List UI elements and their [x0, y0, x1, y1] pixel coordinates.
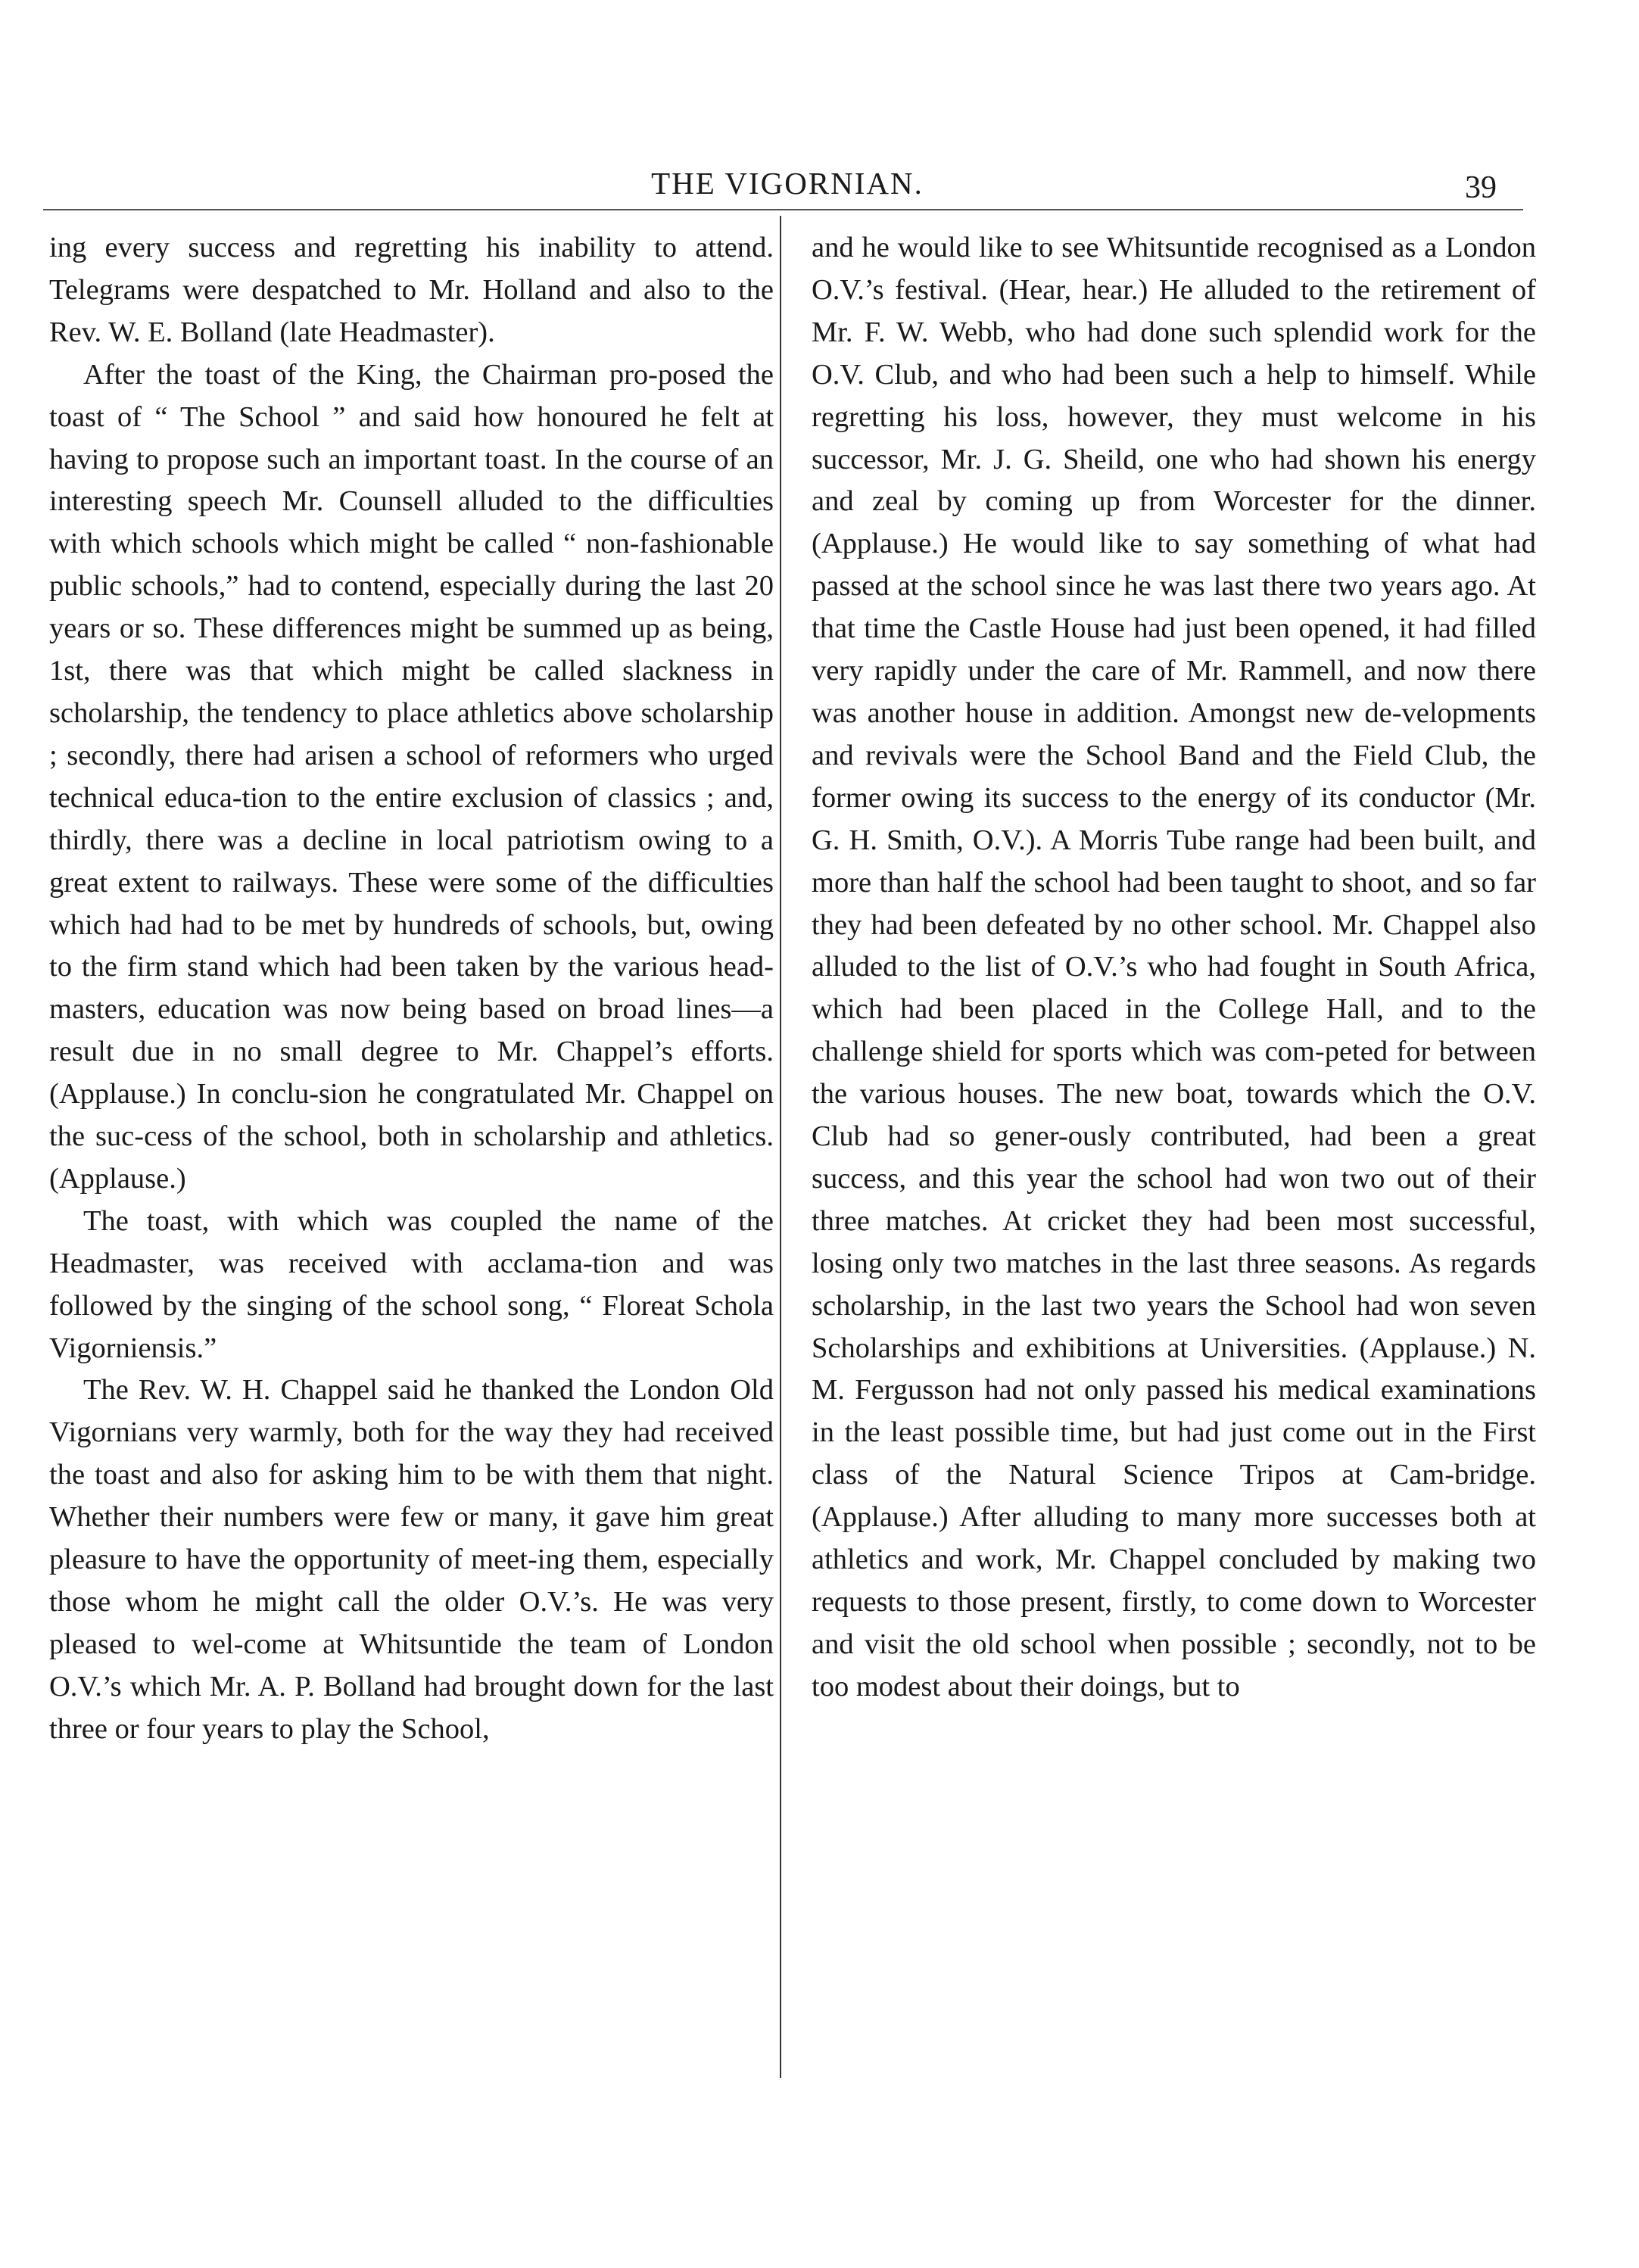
paragraph: The Rev. W. H. Chappel said he thanked the London Old Vigornians very warmly, both for the way they had received the toast and also for asking him to be with them that night. Whether their numbers were few or many, it gave him great pleasure to have the opportunity of meet-ing them, especially those whom he might call the older O.V.’s. He was very pleased to wel-come at Whitsuntide the team of London O.V.’s which Mr. A. P. Bolland had brought down for the last three or four years to play the School, [49, 1374, 774, 1745]
page-number: 39 [1465, 170, 1497, 205]
journal-title: THE VIGORNIAN. [651, 166, 924, 201]
paragraph: ing every success and regretting his inability to attend. Telegrams were despatched to Mr. Holland and also to the Rev. W. E. Bolland (late Headmaster). [49, 232, 774, 348]
left-column [49, 227, 774, 1751]
paragraph: and he would like to see Whitsuntide recognised as a London O.V.’s festival. (Hear, hear.) He alluded to the retirement of Mr. F. W. Webb, who had done such splendid work for the O.V. Club, and who had been such a help to himself. While regretting his loss, however, they must welcome in his successor, Mr. J. G. Sheild, one who had shown his energy and zeal by coming up from Worcester for the dinner. (Applause.) He would like to say something of what had passed at the school since he was last there two years ago. At that time the Castle House had just been opened, it had filled very rapidly under the care of Mr. Rammell, and now there was another house in addition. Amongst new de-velopments and revivals were the School Band and the Field Club, the former owing its success to the energy of its conductor (Mr. G. H. Smith, O.V.). A Morris Tube range had been built, and more than half the school had been taught to shoot, and so far they had been defeated by no other school. Mr. Chappel also alluded to the list of O.V.’s who had fought in South Africa, which had been placed in the College Hall, and to the challenge shield for sports which was com-peted for between the various houses. The new boat, towards which the O.V. Club had so gener-ously contributed, had been a great success, and this year the school had won two out of their three matches. At cricket they had been most successful, losing only two matches in the last three seasons. As regards scholarship, in the last two years the School had won seven Scholarships and exhibitions at Universities. (Applause.) N. M. Fergusson had not only passed his medical examinations in the least possible time, but had just come out in the First class of the Natural Science Tripos at Cam-bridge. (Applause.) After alluding to many more successes both at athletics and work, Mr. Chappel concluded by making two requests to those present, firstly, to come down to Worcester and visit the old school when possible ; secondly, not to be too modest about their doings, but to [812, 232, 1536, 1703]
column-divider [780, 216, 781, 2078]
header-rule [43, 209, 1523, 210]
paragraph: After the toast of the King, the Chairman pro-posed the toast of “ The School ” and said how honoured he felt at having to propose such an important toast. In the course of an interesting speech Mr. Counsell alluded to the difficulties with which schools which might be called “ non-fashionable public schools,” had to contend, especially during the last 20 years or so. These differences might be summed up as being, 1st, there was that which might be called slackness in scholarship, the tendency to place athletics above scholarship ; secondly, there had arisen a school of reformers who urged technical educa-tion to the entire exclusion of classics ; and, thirdly, there was a decline in local patriotism owing to a great extent to railways. These were some of the difficulties which had had to be met by hundreds of schools, but, owing to the firm stand which had been taken by the various head-masters, education was now being based on broad lines—a result due in no small degree to Mr. Chappel’s efforts. (Applause.) In conclu-sion he congratulated Mr. Chappel on the suc-cess of the school, both in scholarship and athletics. (Applause.) [49, 358, 774, 1195]
paragraph: The toast, with which was coupled the name of the Headmaster, was received with acclama-tion and was followed by the singing of the school song, “ Floreat Schola Vigorniensis.” [49, 1204, 774, 1364]
running-head [0, 160, 1639, 206]
right-column [812, 227, 1536, 1709]
